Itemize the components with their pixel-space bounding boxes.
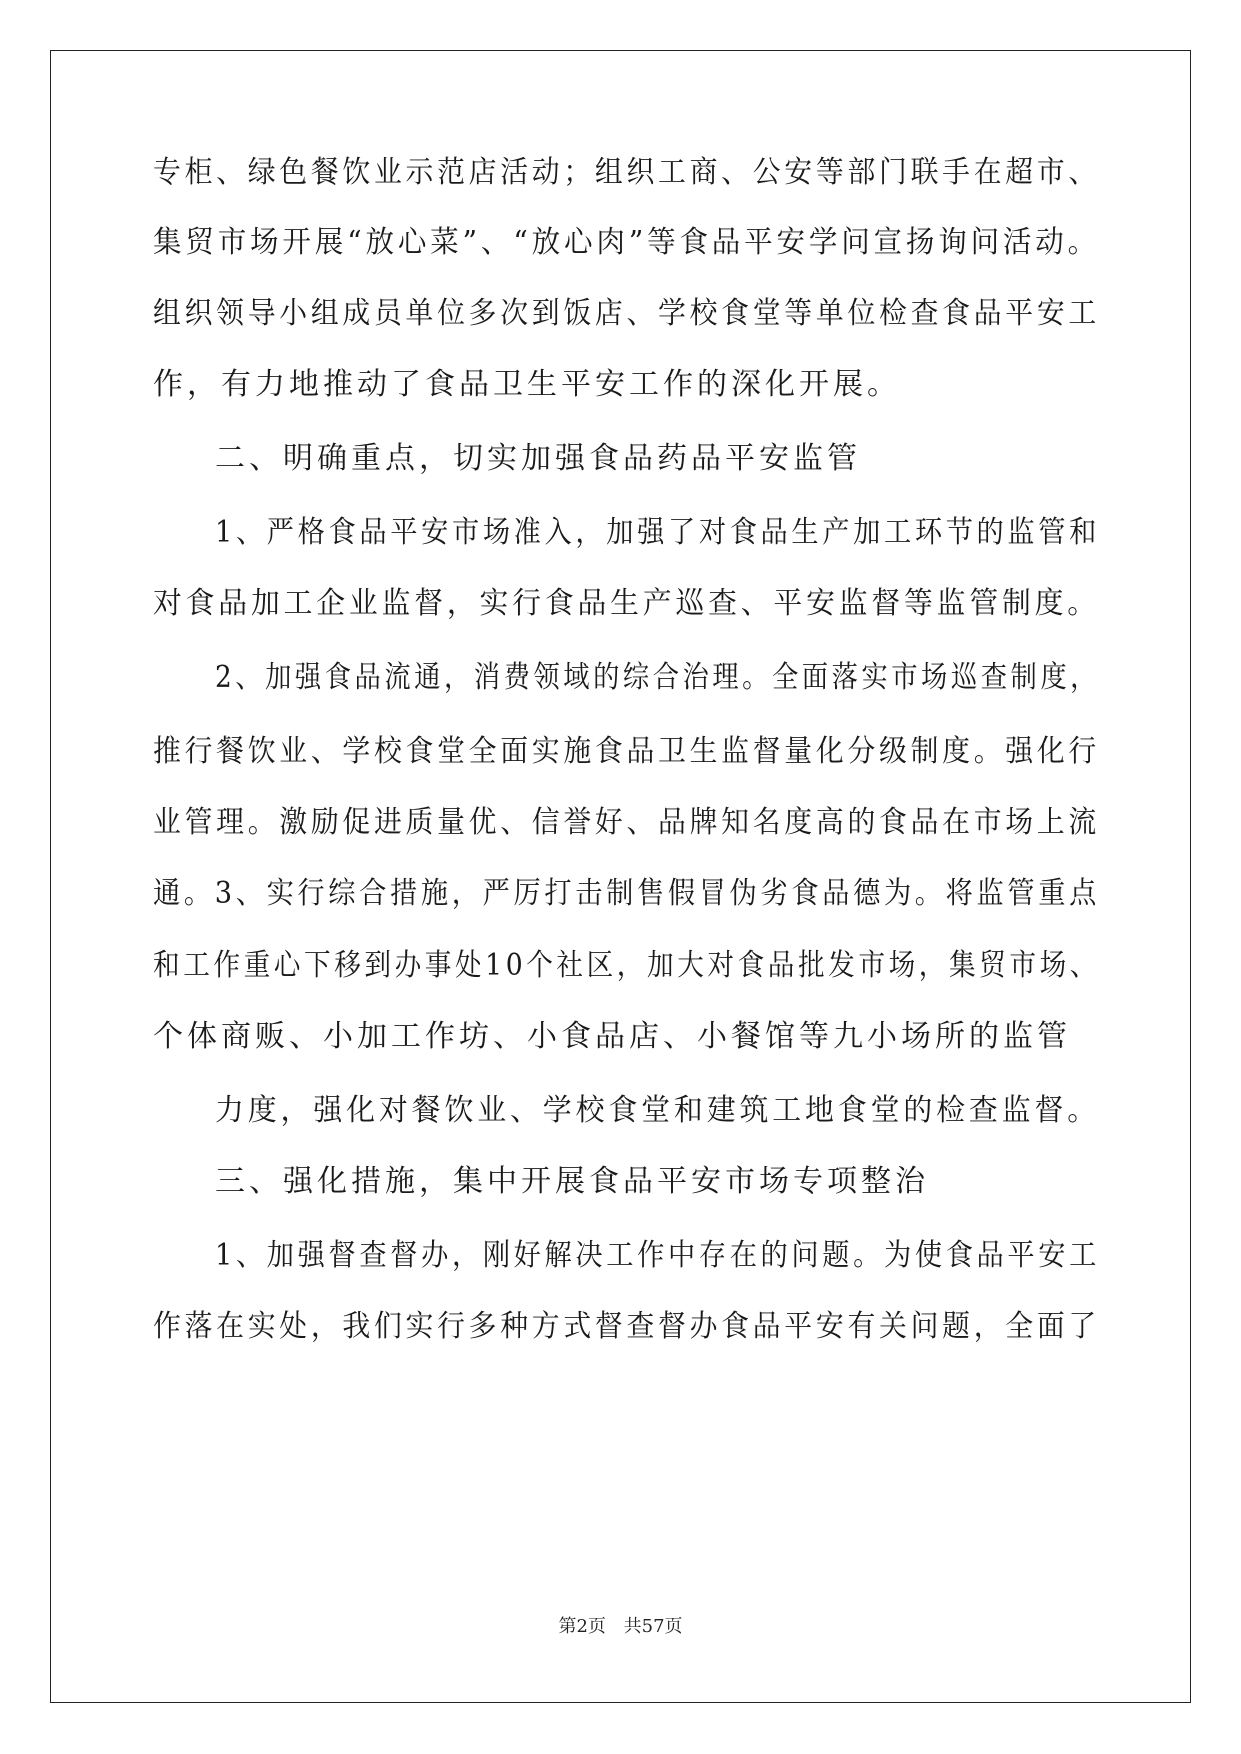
paragraph-line: 专柜、绿色餐饮业示范店活动；组织工商、公安等部门联手在超市、: [153, 155, 1100, 190]
paragraph-line: 作，有力地推动了食品卫生平安工作的深化开展。: [153, 367, 901, 402]
page-footer: [0, 1616, 1241, 1638]
paragraph-line: 集贸市场开展“放心菜”、“放心肉”等食品平安学问宣扬询问活动。: [153, 225, 1100, 260]
section-heading: 二、明确重点，切实加强食品药品平安监管: [215, 441, 861, 476]
paragraph-line: 业管理。激励促进质量优、信誉好、品牌知名度高的食品在市场上流: [153, 805, 1100, 840]
paragraph-line: 力度，强化对餐饮业、学校食堂和建筑工地食堂的检查监督。: [215, 1093, 1101, 1128]
paragraph-line: 和工作重心下移到办事处10个社区，加大对食品批发市场，集贸市场、: [153, 948, 1100, 983]
paragraph-line: 作落在实处，我们实行多种方式督查督办食品平安有关问题，全面了: [153, 1309, 1100, 1344]
paragraph-line: 1、加强督查督办，刚好解决工作中存在的问题。为使食品平安工: [215, 1238, 1100, 1273]
paragraph-line: 个体商贩、小加工作坊、小食品店、小餐馆等九小场所的监管: [153, 1019, 1071, 1054]
paragraph-line: 1、严格食品平安市场准入，加强了对食品生产加工环节的监管和: [215, 515, 1100, 550]
paragraph-line: 通。3、实行综合措施，严厉打击制售假冒伪劣食品德为。将监管重点: [153, 876, 1101, 911]
page-number: 第2页: [558, 1616, 606, 1637]
paragraph-line: 组织领导小组成员单位多次到饭店、学校食堂等单位检查食品平安工: [153, 296, 1100, 331]
section-heading: 三、强化措施，集中开展食品平安市场专项整治: [215, 1164, 929, 1199]
page-total: 共57页: [623, 1616, 683, 1637]
paragraph-line: 对食品加工企业监督，实行食品生产巡查、平安监督等监管制度。: [153, 586, 1100, 621]
paragraph-line: 推行餐饮业、学校食堂全面实施食品卫生监督量化分级制度。强化行: [153, 734, 1100, 769]
paragraph-line: 2、加强食品流通，消费领域的综合治理。全面落实市场巡查制度，: [215, 660, 1100, 695]
